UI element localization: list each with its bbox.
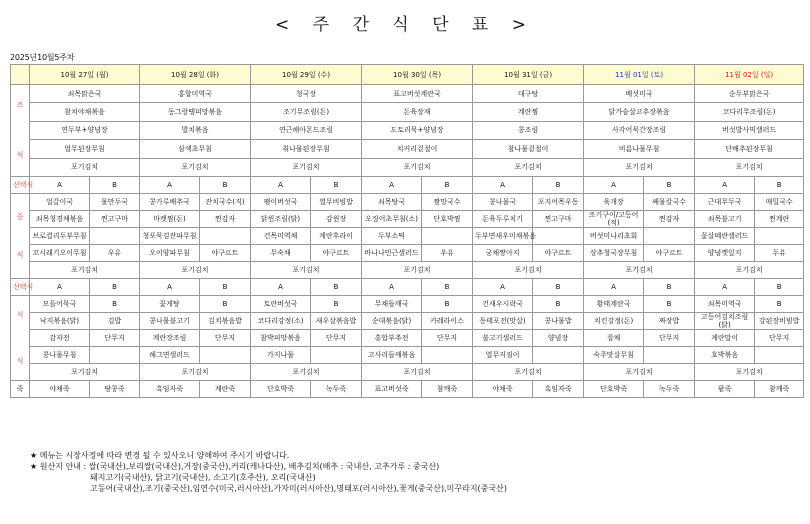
- breakfast-item: 포기김치: [584, 158, 695, 176]
- dinner-item-b: B: [90, 295, 140, 312]
- select-label: 선택식: [11, 176, 30, 193]
- breakfast-item: 삼색초무침: [140, 140, 251, 158]
- select-label: 선택식: [11, 278, 30, 295]
- breakfast-item: 도토리묵+양념장: [362, 121, 473, 139]
- lunch-item-b: 야구르트: [311, 244, 362, 261]
- dinner-item-a: 순대볶음(닭): [362, 312, 422, 329]
- dinner-row: [11, 312, 804, 329]
- side-label-breakfast: [11, 85, 30, 177]
- option-a: A: [251, 176, 311, 193]
- lunch-item-a: 청포묵김잔파무침: [140, 227, 200, 244]
- lunch-item-a: 건목미역채: [251, 227, 311, 244]
- breakfast-item: 쇠목맑은국: [30, 85, 140, 103]
- dinner-item-b: 단무지: [755, 329, 804, 346]
- option-a: A: [695, 176, 755, 193]
- lunch-item-a: 쇠목불고기: [695, 210, 755, 227]
- porridge-item-a: 야채죽: [30, 380, 90, 397]
- dinner-row: [11, 295, 804, 312]
- dinner-item-b: 단무지: [311, 329, 362, 346]
- dinner-kimchi: 포기김치: [140, 363, 251, 380]
- breakfast-item: 계란찜: [473, 103, 584, 121]
- side-lunch-bottom: 식: [16, 250, 24, 259]
- dinner-item-b: B: [644, 295, 695, 312]
- lunch-item-b: 쌔물칼국수: [644, 193, 695, 210]
- dinner-kimchi: 포기김치: [30, 363, 140, 380]
- dinner-item-b: 단무지: [90, 329, 140, 346]
- dinner-row: [11, 363, 804, 380]
- option-b: B: [755, 278, 804, 295]
- porridge-item-a: 표고버섯죽: [362, 380, 422, 397]
- lunch-item-a: 닭윈조림(닭): [251, 210, 311, 227]
- dinner-item-b: [533, 346, 584, 363]
- porridge-item-a: 흑임자죽: [140, 380, 200, 397]
- lunch-item-b: 야구르트: [200, 244, 251, 261]
- dinner-item-a: 치킨강정(돈): [584, 312, 644, 329]
- corner-cell: [11, 65, 30, 85]
- dinner-item-a: 계란장조림: [140, 329, 200, 346]
- porridge-item-b: 흑임자죽: [533, 380, 584, 397]
- breakfast-item: 홍합미역국: [140, 85, 251, 103]
- breakfast-item: 코다리무조림(돈): [695, 103, 804, 121]
- breakfast-item: 포기김치: [140, 158, 251, 176]
- porridge-item-a: 야채죽: [473, 380, 533, 397]
- dinner-item-b: [90, 346, 140, 363]
- page-title: < 주 간 식 단 표 >: [274, 15, 536, 35]
- lunch-item-a: 바나나민근샐러드: [362, 244, 422, 261]
- porridge-item-b: 참깨죽: [755, 380, 804, 397]
- dinner-item-b: [422, 346, 473, 363]
- lunch-item-a: 두부소떡: [362, 227, 422, 244]
- lunch-item-a: 꼬시래기오이무침: [30, 244, 90, 261]
- dinner-item-b: 김밥: [90, 312, 140, 329]
- breakfast-item: 순두부맑은국: [695, 85, 804, 103]
- option-a: A: [695, 278, 755, 295]
- lunch-item-b: [90, 227, 140, 244]
- option-b: B: [644, 278, 695, 295]
- note-2: ★ 원산지 안내 : 쌀(국내산),보리쌀(국내산),거장(중국산),커리(캐나다산), 배추김치(배추 : 국내산, 고추가루 : 중국산): [30, 462, 440, 471]
- porridge-item-b: 녹두죽: [644, 380, 695, 397]
- breakfast-item: 단배추된장무침: [695, 140, 804, 158]
- lunch-row: [11, 261, 804, 278]
- porridge-item-a: 팥죽: [695, 380, 755, 397]
- breakfast-item: 배섯미국: [584, 85, 695, 103]
- dinner-item-a: 잡채: [584, 329, 644, 346]
- breakfast-row: [11, 158, 804, 176]
- dinner-item-a: 콩나물무침: [30, 346, 90, 363]
- lunch-row: [11, 193, 804, 210]
- breakfast-item: 표고버섯계란국: [362, 85, 473, 103]
- dinner-item-b: 단무지: [200, 329, 251, 346]
- lunch-item-b: 두유: [755, 244, 804, 261]
- dinner-item-b: 카레라이스: [422, 312, 473, 329]
- lunch-item-b: 우유: [422, 244, 473, 261]
- porridge-item-b: 참깨죽: [422, 380, 473, 397]
- porridge-item-b: 녹두죽: [311, 380, 362, 397]
- dinner-item-a: 가지나물: [251, 346, 311, 363]
- menu-table: [10, 64, 804, 398]
- dinner-kimchi: 포기김치: [695, 363, 804, 380]
- day-header: 11월 01일 (토): [584, 65, 695, 85]
- dinner-item-a: 불고기샐러드: [473, 329, 533, 346]
- lunch-item-b: [755, 227, 804, 244]
- dinner-item-b: 단무지: [644, 329, 695, 346]
- option-b: B: [311, 176, 362, 193]
- option-b: B: [644, 176, 695, 193]
- side-dinner-top: 석: [16, 310, 24, 319]
- lunch-item-b: 찐감자: [200, 210, 251, 227]
- breakfast-item: 참치야채볶음: [30, 103, 140, 121]
- breakfast-item: 사각어묵간장조림: [584, 121, 695, 139]
- lunch-item-b: 찐감자: [644, 210, 695, 227]
- dinner-item-a: 토란버섯국: [251, 295, 311, 312]
- day-header: 10월 27일 (월): [30, 65, 140, 85]
- side-breakfast-top: 조: [16, 101, 24, 110]
- breakfast-item: 포기김치: [362, 158, 473, 176]
- dinner-item-a: 동태포전(맛살): [473, 312, 533, 329]
- dinner-row: [11, 329, 804, 346]
- porridge-item-a: 단호박죽: [251, 380, 311, 397]
- option-b: B: [755, 176, 804, 193]
- breakfast-item: 콩조림: [473, 121, 584, 139]
- lunch-item-a: 쇠목탕국: [362, 193, 422, 210]
- dinner-item-a: 흥합부추전: [362, 329, 422, 346]
- option-a: A: [584, 176, 644, 193]
- notes: [30, 450, 507, 494]
- breakfast-item: 멸치볶음: [140, 121, 251, 139]
- lunch-item-b: [422, 227, 473, 244]
- option-b: B: [533, 278, 584, 295]
- dinner-item-b: B: [755, 295, 804, 312]
- lunch-item-b: 야구르트: [533, 244, 584, 261]
- breakfast-item: 치커리겉절이: [362, 140, 473, 158]
- dinner-kimchi: 포기김치: [362, 363, 473, 380]
- option-a: A: [30, 176, 90, 193]
- lunch-item-a: 팽이버섯국: [251, 193, 311, 210]
- day-header: 10월 31일 (금): [473, 65, 584, 85]
- breakfast-item: 동그랑땡피망볶음: [140, 103, 251, 121]
- breakfast-item: 연근해아몬드조림: [251, 121, 362, 139]
- lunch-item-b: 찐고구마: [90, 210, 140, 227]
- porridge-item-b: 땅콩죽: [90, 380, 140, 397]
- lunch-item-a: 마켓찜(돈): [140, 210, 200, 227]
- dinner-item-b: 새우살볶음밥: [311, 312, 362, 329]
- note-3: 돼지고기(국내산), 닭고기(국내산), 소고기(호주산), 오리(국내산): [90, 473, 316, 482]
- side-label-porridge: 죽: [11, 380, 30, 397]
- lunch-item-b: 잔치국수(직): [200, 193, 251, 210]
- lunch-item-a: 상추청국장무침: [584, 244, 644, 261]
- option-a: A: [140, 278, 200, 295]
- lunch-item-a: 브로컬리두부무침: [30, 227, 90, 244]
- lunch-kimchi: 포기김치: [362, 261, 473, 278]
- lunch-item-b: [644, 227, 695, 244]
- breakfast-item: 돈육장재: [362, 103, 473, 121]
- lunch-item-b: 계란후라이: [311, 227, 362, 244]
- dinner-item-a: 꽃게탕: [140, 295, 200, 312]
- lunch-item-b: 우유: [90, 244, 140, 261]
- breakfast-row: [11, 85, 804, 103]
- option-a: A: [30, 278, 90, 295]
- breakfast-item: 조기무조림(돈): [251, 103, 362, 121]
- dinner-item-b: [755, 346, 804, 363]
- lunch-item-b: 열무비빔밥: [311, 193, 362, 210]
- breakfast-item: 포기김치: [695, 158, 804, 176]
- dinner-row: [11, 346, 804, 363]
- lunch-item-a: 무숙채: [251, 244, 311, 261]
- breakfast-item: 닭가슴살고추장볶음: [584, 103, 695, 121]
- option-b: B: [90, 176, 140, 193]
- lunch-item-b: 물만두국: [90, 193, 140, 210]
- lunch-row: [11, 227, 804, 244]
- lunch-item-a: 꽃살떼란샐러드: [695, 227, 755, 244]
- lunch-item-b: 야구르트: [644, 244, 695, 261]
- lunch-item-a: 두부면새우미채볶음: [473, 227, 533, 244]
- option-a: A: [584, 278, 644, 295]
- dinner-item-b: [644, 346, 695, 363]
- lunch-item-a: 콩나물국: [473, 193, 533, 210]
- dinner-item-b: 짜장밥: [644, 312, 695, 329]
- note-1: ★ 메뉴는 시장사정에 따라 변경 될 수 있사오니 양해하여 주시기 바랍니다.: [30, 451, 290, 460]
- breakfast-row: [11, 121, 804, 139]
- week-label: 2025년10월5주차: [10, 53, 75, 62]
- day-header: 10월 29일 (수): [251, 65, 362, 85]
- dinner-item-a: 황태계란국: [584, 295, 644, 312]
- dinner-item-b: 강된장비빔밥: [755, 312, 804, 329]
- dinner-item-b: 양념장: [533, 329, 584, 346]
- option-b: B: [200, 278, 251, 295]
- side-label-lunch: [11, 193, 30, 278]
- dinner-item-a: 건새우시락국: [473, 295, 533, 312]
- breakfast-row: [11, 140, 804, 158]
- dinner-item-b: 단무지: [422, 329, 473, 346]
- lunch-item-a: 콩가루배추국: [140, 193, 200, 210]
- lunch-item-a: 양념깻잎지: [695, 244, 755, 261]
- lunch-kimchi: 포기김치: [140, 261, 251, 278]
- lunch-item-b: [533, 227, 584, 244]
- option-a: A: [473, 176, 533, 193]
- breakfast-item: 버섯발사믹샐러드: [695, 121, 804, 139]
- lunch-row: [11, 244, 804, 261]
- dinner-item-a: 고사리들깨볶음: [362, 346, 422, 363]
- day-header: 11월 02일 (일): [695, 65, 804, 85]
- dinner-kimchi: 포기김치: [251, 363, 362, 380]
- lunch-item-b: 짬망국수: [422, 193, 473, 210]
- porridge-item-a: 단호박죽: [584, 380, 644, 397]
- lunch-item-a: 조기구이/고등어(적): [584, 210, 644, 227]
- lunch-item-b: 매밀국수: [755, 193, 804, 210]
- lunch-item-a: 버섯미나리초회: [584, 227, 644, 244]
- breakfast-item: 대구탕: [473, 85, 584, 103]
- lunch-item-a: 근대무두국: [695, 193, 755, 210]
- breakfast-item: 청국장: [251, 85, 362, 103]
- lunch-item-a: 돈육두루치기: [473, 210, 533, 227]
- option-b: B: [200, 176, 251, 193]
- side-lunch-top: 중: [16, 212, 24, 221]
- lunch-item-b: 찐계란: [755, 210, 804, 227]
- breakfast-item: 비름나물무침: [584, 140, 695, 158]
- breakfast-item: 포기김치: [473, 158, 584, 176]
- lunch-item-a: 육개장: [584, 193, 644, 210]
- option-a: A: [362, 278, 422, 295]
- breakfast-item: 포기김치: [30, 158, 140, 176]
- day-header: 10월 28일 (화): [140, 65, 251, 85]
- dinner-item-a: 낙지볶음(닭): [30, 312, 90, 329]
- option-b: B: [422, 278, 473, 295]
- breakfast-item: 참나물겉절이: [473, 140, 584, 158]
- lunch-kimchi: 포기김치: [473, 261, 584, 278]
- dinner-item-b: 김치볶음밥: [200, 312, 251, 329]
- breakfast-item: 포기김치: [251, 158, 362, 176]
- side-label-dinner: [11, 295, 30, 380]
- option-b: B: [422, 176, 473, 193]
- lunch-item-a: 궁채짱아지: [473, 244, 533, 261]
- lunch-item-b: 감윈장: [311, 210, 362, 227]
- dinner-item-a: 무채들깨국: [362, 295, 422, 312]
- dinner-item-a: 숙주맛살무침: [584, 346, 644, 363]
- dinner-item-b: B: [311, 295, 362, 312]
- dinner-item-a: 계란말이: [695, 329, 755, 346]
- breakfast-row: [11, 103, 804, 121]
- dinner-item-b: [200, 346, 251, 363]
- lunch-item-b: 포지어목우동: [533, 193, 584, 210]
- dinner-item-b: B: [533, 295, 584, 312]
- option-a: A: [251, 278, 311, 295]
- dinner-kimchi: 포기김치: [584, 363, 695, 380]
- breakfast-item: 얼무된장무침: [30, 140, 140, 158]
- side-breakfast-bottom: 식: [16, 151, 24, 160]
- option-a: A: [362, 176, 422, 193]
- lunch-kimchi: 포기김치: [695, 261, 804, 278]
- option-a: A: [473, 278, 533, 295]
- dinner-item-a: 코다리강정(소): [251, 312, 311, 329]
- porridge-row: [11, 380, 804, 397]
- lunch-row: [11, 210, 804, 227]
- lunch-item-b: [200, 227, 251, 244]
- dinner-item-a: 해그면샐러드: [140, 346, 200, 363]
- day-header: 10월 30일 (목): [362, 65, 473, 85]
- option-b: B: [533, 176, 584, 193]
- dinner-item-a: 모듬어묵국: [30, 295, 90, 312]
- breakfast-item: 연두부+양념장: [30, 121, 140, 139]
- lunch-item-b: 찐고구마: [533, 210, 584, 227]
- option-a: A: [140, 176, 200, 193]
- lunch-select-row: [11, 176, 804, 193]
- dinner-item-b: [311, 346, 362, 363]
- option-b: B: [90, 278, 140, 295]
- lunch-kimchi: 포기김치: [251, 261, 362, 278]
- dinner-select-row: [11, 278, 804, 295]
- dinner-item-a: 감자전: [30, 329, 90, 346]
- dinner-item-a: 콩나물불고기: [140, 312, 200, 329]
- dinner-item-a: 참박피망볶음: [251, 329, 311, 346]
- dinner-item-b: B: [200, 295, 251, 312]
- lunch-kimchi: 포기김치: [584, 261, 695, 278]
- header-row: [11, 65, 804, 85]
- lunch-item-a: 쇠목청경채볶음: [30, 210, 90, 227]
- lunch-item-b: 단호박찜: [422, 210, 473, 227]
- porridge-item-b: 계란죽: [200, 380, 251, 397]
- note-4: 고등어(국내산),조기(중국산),임연수(미국,러시아산),가자미(러시아산),명태포(러시아산),꽃게(중국산),미꾸라지(중국산): [90, 484, 507, 493]
- side-dinner-bottom: 식: [16, 356, 24, 365]
- dinner-item-b: 콩나물밥: [533, 312, 584, 329]
- dinner-item-a: 쇠목미역국: [695, 295, 755, 312]
- dinner-item-b: B: [422, 295, 473, 312]
- dinner-item-a: 고등어김치조림(닭): [695, 312, 755, 329]
- lunch-item-a: 얼갈이국: [30, 193, 90, 210]
- option-b: B: [311, 278, 362, 295]
- breakfast-item: 취나물된장무침: [251, 140, 362, 158]
- lunch-item-a: 오이양파무침: [140, 244, 200, 261]
- dinner-kimchi: 포기김치: [473, 363, 584, 380]
- dinner-item-a: 열무지짐이: [473, 346, 533, 363]
- lunch-kimchi: 포기김치: [30, 261, 140, 278]
- lunch-item-a: 오징어초무침(소): [362, 210, 422, 227]
- dinner-item-a: 호박볶음: [695, 346, 755, 363]
